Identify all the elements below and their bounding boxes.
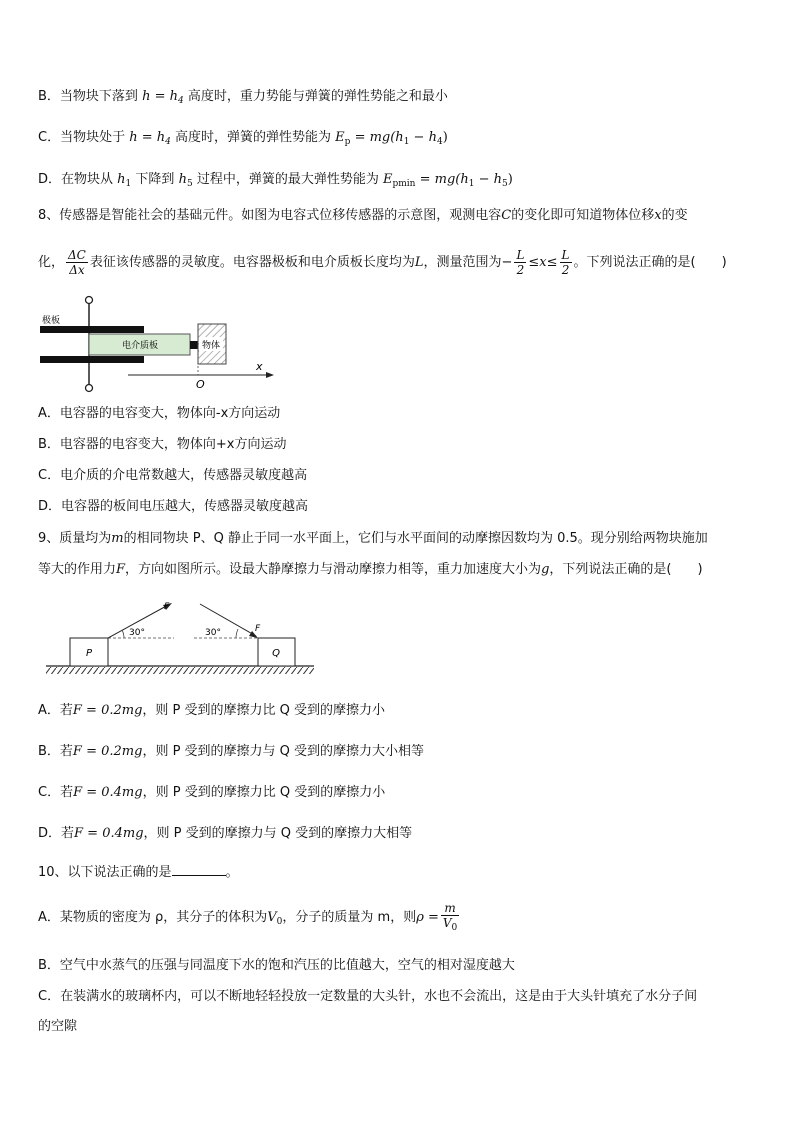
q7-c-height: $h = h_4$	[129, 130, 171, 147]
force-p-label: F	[164, 602, 170, 612]
plate-label: 极板	[42, 316, 61, 326]
block-p-label: P	[85, 648, 93, 659]
bottom-plate	[40, 356, 144, 363]
q8-stem-line1: 8、传感器是智能社会的基础元件。如图为电容式位移传感器的示意图，观测电容C的变化即可知道物体位移x的变	[38, 208, 688, 223]
q7-option-c[interactable]	[38, 129, 448, 151]
q10-stem: 10、以下说法正确的是 。	[38, 865, 239, 880]
sensitivity-fraction: $\frac{\Delta C}{\Delta x}$	[68, 248, 86, 277]
p-angle-label: 30°	[129, 628, 145, 638]
dielectric-label: 电介质板	[122, 341, 159, 351]
q7-b-formula: $h = h_4$	[142, 89, 184, 106]
q7-d-h5: $h_5$	[178, 172, 193, 189]
q9-option-d[interactable]: D．若F = 0.4mg，则 P 受到的摩擦力与 Q 受到的摩擦力大相等	[38, 826, 413, 841]
q7-d-text-mid1: 下降到	[135, 172, 175, 187]
q-angle-arc	[236, 629, 238, 638]
density-fraction: $\frac{m}{V_0}$	[442, 900, 458, 933]
capacitor-sensor-figure	[36, 294, 286, 394]
q7-c-text: C．当物块处于	[38, 130, 126, 145]
q10-option-c-line2[interactable]: 的空隙	[38, 1019, 78, 1034]
q8-option-a[interactable]: A．电容器的电容变大，物体向-x方向运动	[38, 406, 281, 421]
q10-option-c-line1[interactable]: C．在装满水的玻璃杯内，可以不断地轻轻投放一定数量的大头针，水也不会流出，这是由于大头针填充了水分子间	[38, 989, 698, 1004]
q10-option-b[interactable]: B．空气中水蒸气的压强与同温度下水的饱和汽压的比值越大，空气的相对湿度越大	[38, 958, 515, 973]
top-plate	[40, 326, 144, 333]
q7-b-text-end: 高度时，重力势能与弹簧的弹性势能之和最小	[187, 89, 448, 104]
q9-stem-line1: 9、质量均为m的相同物块 P、Q 静止于同一水平面上，它们与水平面间的动摩擦因数均为 0.5。现分别给两物块施加	[38, 531, 708, 546]
q-angle-label: 30°	[205, 628, 221, 638]
q7-option-d[interactable]	[38, 171, 513, 193]
q7-d-energy: $E_{pmin} = mg(h_1 - h_5)$	[382, 172, 513, 189]
p-angle-arc	[122, 630, 124, 638]
answer-blank[interactable]	[172, 863, 226, 876]
q7-d-text: D．在物块从	[38, 172, 114, 187]
q7-c-text-mid: 高度时，弹簧的弹性势能为	[175, 130, 332, 145]
terminal-top-icon	[86, 297, 93, 304]
q8-option-d[interactable]: D．电容器的板间电压越大，传感器灵敏度越高	[38, 499, 309, 514]
q9-option-b[interactable]: B．若F = 0.2mg，则 P 受到的摩擦力与 Q 受到的摩擦力大小相等	[38, 744, 425, 759]
force-q-label: F	[255, 624, 261, 634]
connector	[190, 341, 198, 349]
origin-label: O	[196, 378, 205, 391]
q7-d-text-mid2: 过程中，弹簧的最大弹性势能为	[196, 172, 379, 187]
terminal-bottom-icon	[86, 385, 93, 392]
q7-c-energy: $E_p = mg(h_1 - h_4)$	[335, 130, 448, 147]
q7-option-b[interactable]	[38, 88, 448, 110]
q7-d-h1: $h_1$	[117, 172, 132, 189]
q8-option-b[interactable]: B．电容器的电容变大，物体向+x方向运动	[38, 437, 287, 452]
range-fraction-left: $\frac{L}{2}$	[516, 248, 525, 277]
block-q-label: Q	[272, 648, 280, 659]
q8-stem-line2: 化， $\frac{\Delta C}{\Delta x}$ 表征该传感器的灵敏度。电容器极板和电介质板长度均为L，测量范围为− $\frac{L}{2}$ ≤x≤ $\frac{L}{2}$ 。下列说法正确的是( )	[38, 248, 727, 277]
x-axis-label: x	[256, 360, 263, 373]
ground-hatch	[46, 667, 314, 674]
x-axis-arrow-icon	[266, 372, 274, 378]
q9-option-a[interactable]: A．若F = 0.2mg，则 P 受到的摩擦力比 Q 受到的摩擦力小	[38, 703, 386, 718]
q9-stem-line2: 等大的作用力F，方向如图所示。设最大静摩擦力与滑动摩擦力相等，重力加速度大小为g，下列说法正确的是( )	[38, 562, 703, 577]
q7-b-text: B．当物块下落到	[38, 89, 138, 104]
friction-blocks-figure	[44, 596, 320, 680]
range-fraction-right: $\frac{L}{2}$	[561, 248, 570, 277]
q8-option-c[interactable]: C．电介质的介电常数越大，传感器灵敏度越高	[38, 468, 308, 483]
q10-option-a[interactable]: A．某物质的密度为 ρ，其分子的体积为$V_0$，分子的质量为 m，则ρ = $\frac{m}{V_0}$	[38, 900, 458, 933]
q9-option-c[interactable]: C．若F = 0.4mg，则 P 受到的摩擦力比 Q 受到的摩擦力小	[38, 785, 386, 800]
volume-symbol: $V_0$	[267, 910, 283, 927]
object-label: 物体	[201, 341, 221, 351]
